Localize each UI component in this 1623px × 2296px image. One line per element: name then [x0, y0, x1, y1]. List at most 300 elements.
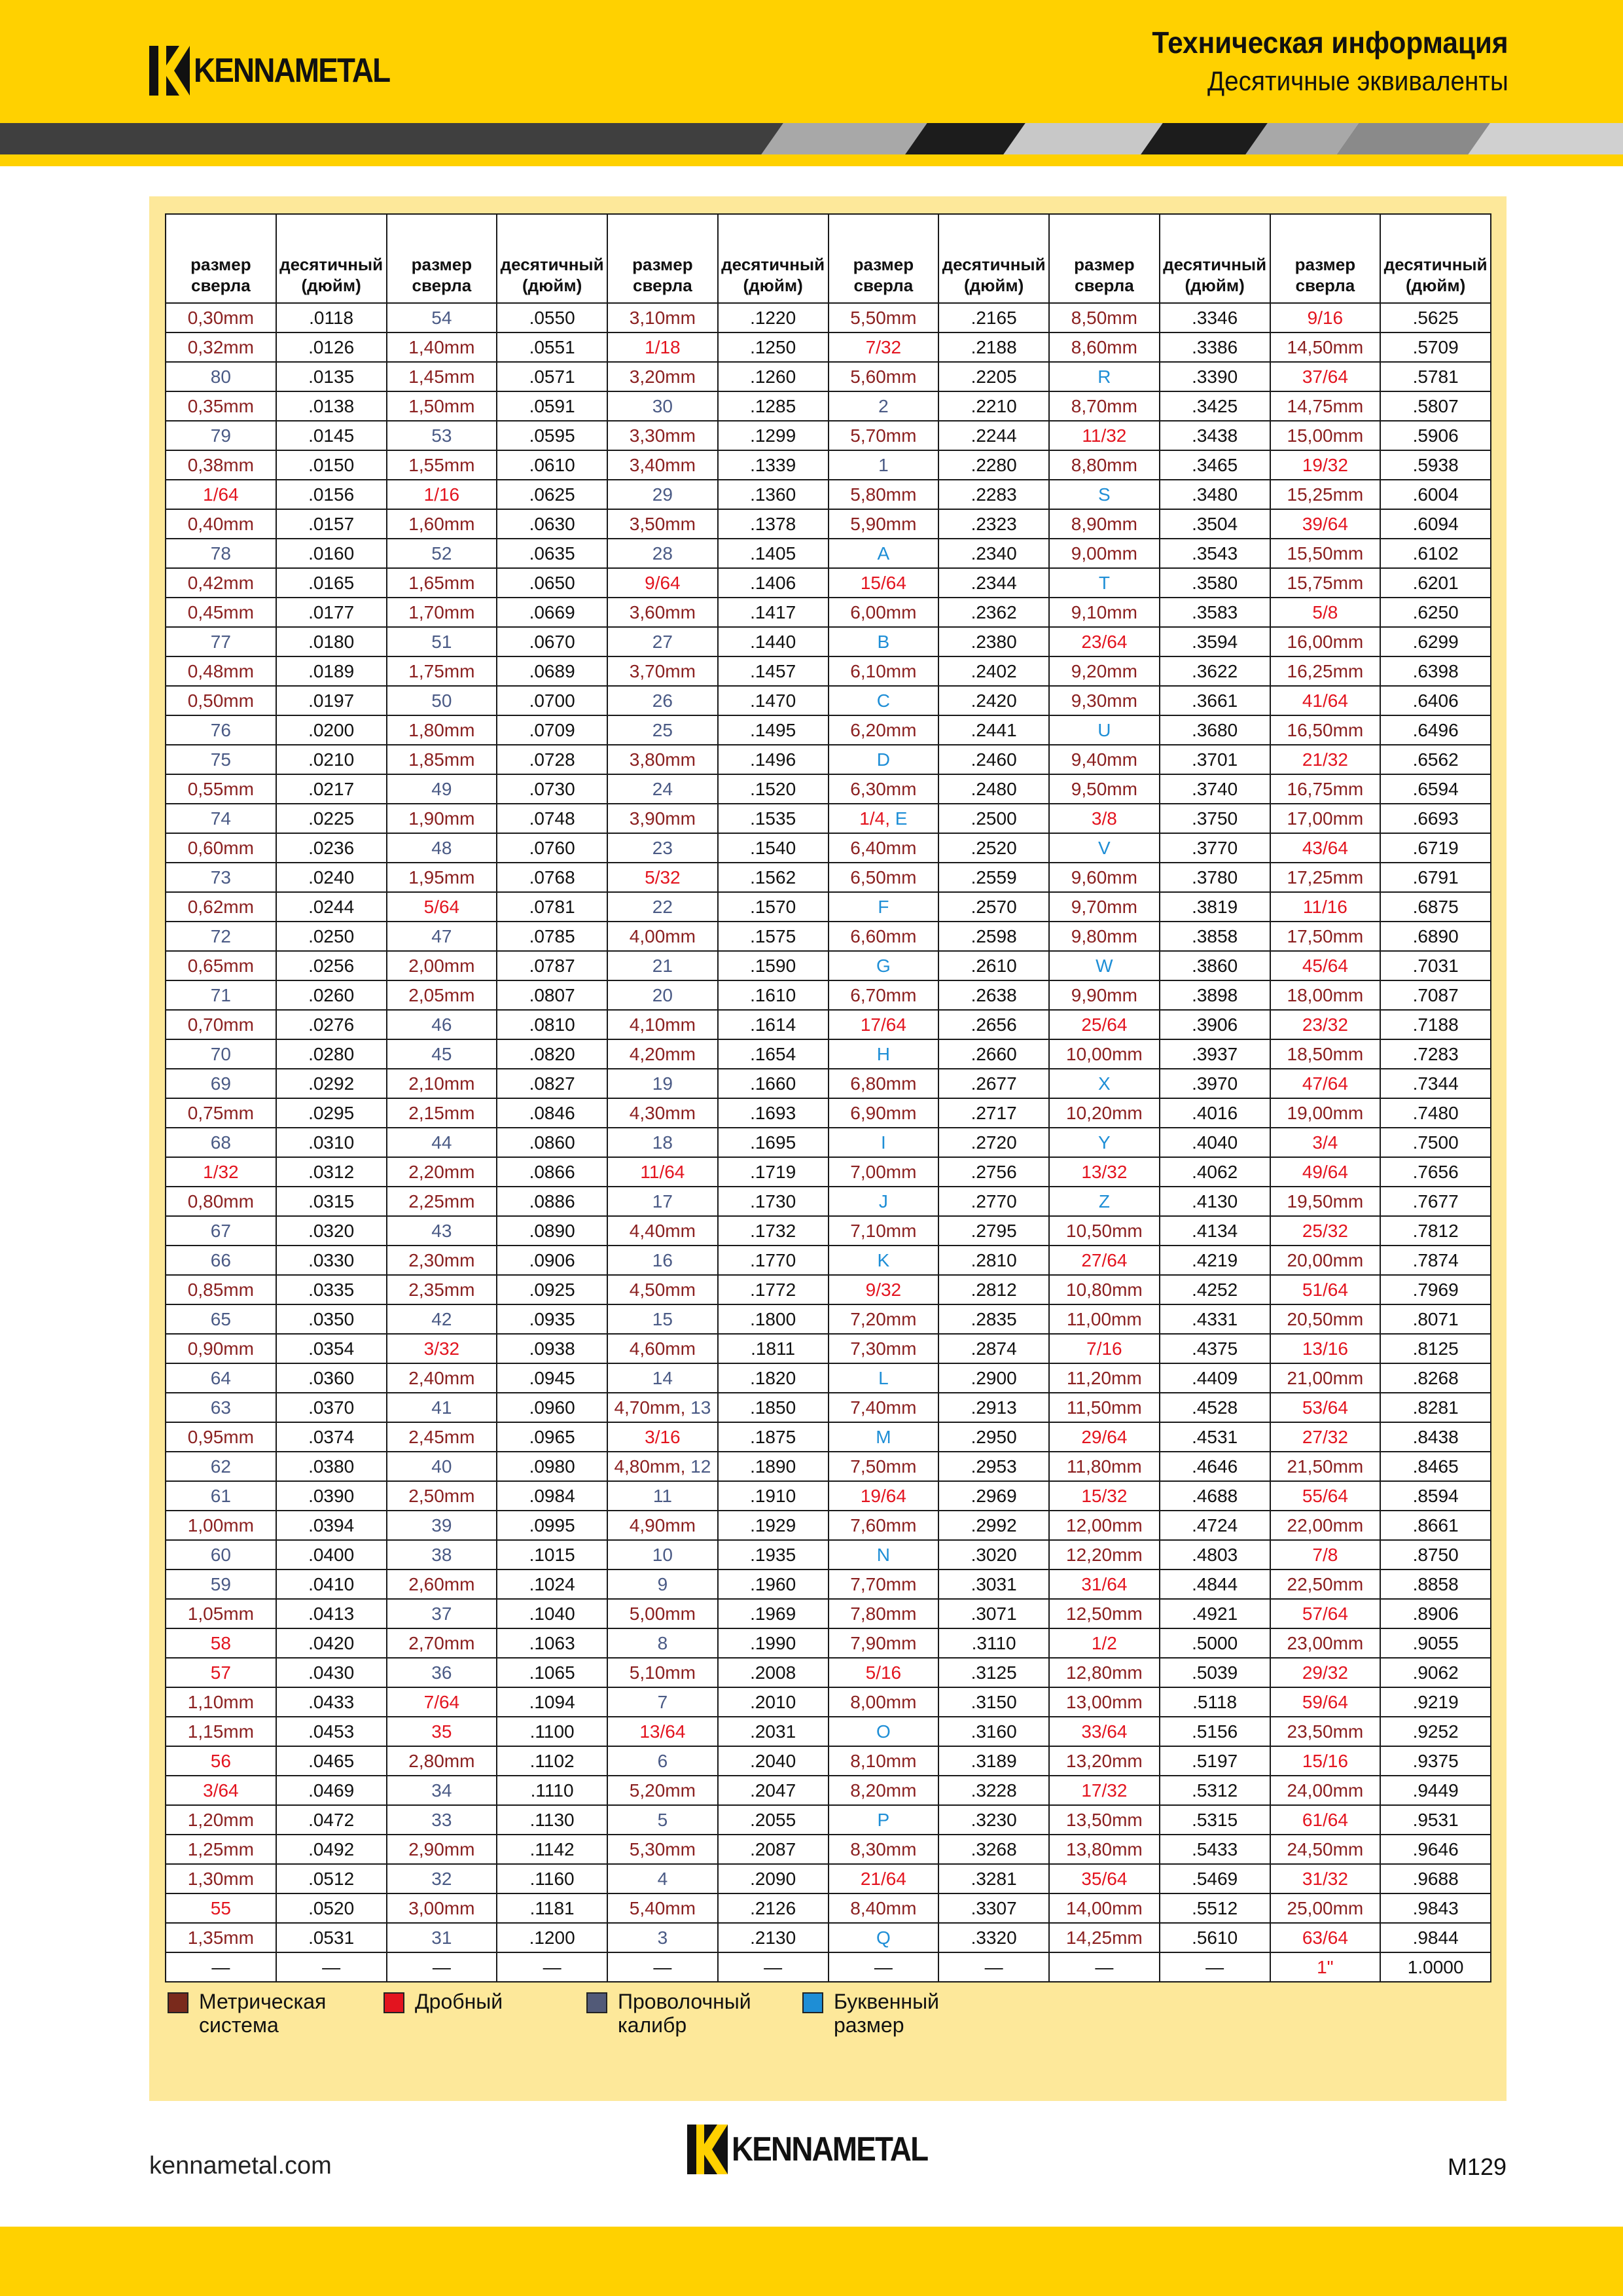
decimal-inch-cell: .3160 — [938, 1717, 1049, 1746]
decimal-inch-cell: .5312 — [1160, 1776, 1270, 1805]
decimal-inch-cell: .3031 — [938, 1570, 1049, 1599]
drill-size-cell: 1,70mm — [387, 598, 497, 627]
drill-size-cell: 5/16 — [829, 1658, 939, 1687]
decimal-inch-cell: .8661 — [1380, 1511, 1491, 1540]
decimal-inch-cell: .3622 — [1160, 656, 1270, 686]
table-row — [166, 656, 1491, 686]
table-row — [166, 1893, 1491, 1923]
column-header: десятичный (дюйм) — [718, 214, 829, 303]
drill-size-cell: 1,30mm — [166, 1864, 276, 1893]
drill-size-cell: 30 — [607, 391, 718, 421]
legend-item-gauge — [586, 1990, 776, 2037]
column-header: размер сверла — [829, 214, 939, 303]
decimal-inch-cell: .3906 — [1160, 1010, 1270, 1039]
decimal-inch-cell: .0156 — [276, 480, 387, 509]
decimal-inch-cell: .0748 — [497, 804, 607, 833]
drill-size-cell: 4,00mm — [607, 922, 718, 951]
decimal-inch-cell: .0980 — [497, 1452, 607, 1481]
drill-size-cell: 7,70mm — [829, 1570, 939, 1599]
decimal-inch-cell: .0330 — [276, 1246, 387, 1275]
decimal-inch-cell: .0189 — [276, 656, 387, 686]
drill-size-cell: 5,30mm — [607, 1835, 718, 1864]
drill-size-cell: 15/32 — [1049, 1481, 1160, 1511]
drill-size-cell: 3,50mm — [607, 509, 718, 539]
drill-size-cell: 61/64 — [1270, 1805, 1381, 1835]
decimal-inch-cell: .0984 — [497, 1481, 607, 1511]
decimal-inch-cell: .2520 — [938, 833, 1049, 863]
drill-size-cell: 6,40mm — [829, 833, 939, 863]
drill-size-cell: M — [829, 1422, 939, 1452]
decimal-inch-cell: .1935 — [718, 1540, 829, 1570]
decimal-inch-cell: .7677 — [1380, 1187, 1491, 1216]
drill-size-cell: 1/64 — [166, 480, 276, 509]
decimal-inch-cell: .1496 — [718, 745, 829, 774]
drill-size-cell: 7,10mm — [829, 1216, 939, 1246]
decimal-inch-cell: .1024 — [497, 1570, 607, 1599]
decimal-inch-cell: .0165 — [276, 568, 387, 598]
decimal-inch-cell: .2717 — [938, 1098, 1049, 1128]
decimal-inch-cell: .3580 — [1160, 568, 1270, 598]
drill-size-cell: 5,60mm — [829, 362, 939, 391]
decimal-inch-cell: .2031 — [718, 1717, 829, 1746]
drill-size-cell: 1,85mm — [387, 745, 497, 774]
drill-size-cell: 7/8 — [1270, 1540, 1381, 1570]
decimal-inch-cell: .6004 — [1380, 480, 1491, 509]
column-header: размер сверла — [387, 214, 497, 303]
footer-logo — [687, 2125, 954, 2174]
drill-size-cell: 41 — [387, 1393, 497, 1422]
decimal-inch-cell: .0728 — [497, 745, 607, 774]
color-legend — [168, 1990, 965, 2037]
footer-band — [0, 2227, 1623, 2296]
drill-size-cell: L — [829, 1363, 939, 1393]
decimal-inch-cell: .2280 — [938, 450, 1049, 480]
decimal-inch-cell: .0866 — [497, 1157, 607, 1187]
drill-size-cell: 6,80mm — [829, 1069, 939, 1098]
drill-size-cell: 25 — [607, 715, 718, 745]
drill-size-cell: 8,90mm — [1049, 509, 1160, 539]
decimal-inch-cell: .3819 — [1160, 892, 1270, 922]
decimal-inch-cell: .9531 — [1380, 1805, 1491, 1835]
decimal-inch-cell: .1820 — [718, 1363, 829, 1393]
decimal-inch-cell: .5807 — [1380, 391, 1491, 421]
decimal-inch-cell: .3386 — [1160, 332, 1270, 362]
drill-size-cell: 1,55mm — [387, 450, 497, 480]
table-row — [166, 892, 1491, 922]
drill-size-cell: 2,50mm — [387, 1481, 497, 1511]
table-row — [166, 922, 1491, 951]
decimal-inch-cell: .4409 — [1160, 1363, 1270, 1393]
drill-size-cell: 5,20mm — [607, 1776, 718, 1805]
decimal-inch-cell: .7656 — [1380, 1157, 1491, 1187]
drill-size-cell: 15,25mm — [1270, 480, 1381, 509]
column-header: десятичный (дюйм) — [1160, 214, 1270, 303]
decimal-inch-cell: .2720 — [938, 1128, 1049, 1157]
decimal-inch-cell: .1890 — [718, 1452, 829, 1481]
decimal-inch-cell: .5156 — [1160, 1717, 1270, 1746]
drill-size-cell: 1,15mm — [166, 1717, 276, 1746]
drill-size-cell: 9,40mm — [1049, 745, 1160, 774]
decimal-inch-cell: .9844 — [1380, 1923, 1491, 1952]
decimal-inch-cell: .2344 — [938, 568, 1049, 598]
decimal-inch-cell: .0244 — [276, 892, 387, 922]
drill-size-cell: 72 — [166, 922, 276, 951]
decimal-inch-cell: .5315 — [1160, 1805, 1270, 1835]
drill-size-cell: 27/64 — [1049, 1246, 1160, 1275]
drill-size-cell: 47 — [387, 922, 497, 951]
drill-size-cell: 16 — [607, 1246, 718, 1275]
drill-size-cell: 1/32 — [166, 1157, 276, 1187]
drill-size-cell: 2,25mm — [387, 1187, 497, 1216]
drill-size-cell: 65 — [166, 1304, 276, 1334]
drill-size-cell: 17,50mm — [1270, 922, 1381, 951]
drill-size-cell: 7,40mm — [829, 1393, 939, 1422]
footer-url[interactable]: kennametal.com — [149, 2152, 332, 2179]
decimal-inch-cell: .0595 — [497, 421, 607, 450]
drill-size-cell: 19/64 — [829, 1481, 939, 1511]
drill-size-cell: 52 — [387, 539, 497, 568]
decimal-inch-cell: .3150 — [938, 1687, 1049, 1717]
drill-size-cell: J — [829, 1187, 939, 1216]
drill-size-cell: 15,50mm — [1270, 539, 1381, 568]
decimal-inch-cell: .6496 — [1380, 715, 1491, 745]
decimal-inch-cell: .1654 — [718, 1039, 829, 1069]
drill-size-cell: 1" — [1270, 1952, 1381, 1982]
table-row — [166, 480, 1491, 509]
decimal-inch-cell: .1440 — [718, 627, 829, 656]
decimal-inch-cell: .0310 — [276, 1128, 387, 1157]
table-row — [166, 1746, 1491, 1776]
decimal-inch-cell: .1520 — [718, 774, 829, 804]
decimal-inch-cell: .0669 — [497, 598, 607, 627]
decimal-inch-cell: .0236 — [276, 833, 387, 863]
decimal-inch-cell: .2008 — [718, 1658, 829, 1687]
decimal-inch-cell: .4252 — [1160, 1275, 1270, 1304]
decimal-inch-cell: .4134 — [1160, 1216, 1270, 1246]
table-row — [166, 391, 1491, 421]
decimal-inch-cell: .4016 — [1160, 1098, 1270, 1128]
table-row — [166, 1452, 1491, 1481]
table-row — [166, 1540, 1491, 1570]
drill-size-cell: 21,00mm — [1270, 1363, 1381, 1393]
drill-size-cell: T — [1049, 568, 1160, 598]
drill-size-cell: 22,00mm — [1270, 1511, 1381, 1540]
drill-size-cell: 10,80mm — [1049, 1275, 1160, 1304]
drill-size-cell: 1,05mm — [166, 1599, 276, 1628]
drill-size-cell: U — [1049, 715, 1160, 745]
decimal-inch-cell: .0807 — [497, 980, 607, 1010]
decimal-inch-cell: .0465 — [276, 1746, 387, 1776]
decimal-inch-cell: .3701 — [1160, 745, 1270, 774]
drill-size-cell: 6,90mm — [829, 1098, 939, 1128]
decimal-inch-cell: .1990 — [718, 1628, 829, 1658]
drill-size-cell: 1/16 — [387, 480, 497, 509]
drill-size-cell: 9,20mm — [1049, 656, 1160, 686]
decimal-inch-cell: .0138 — [276, 391, 387, 421]
decimal-inch-cell: .1406 — [718, 568, 829, 598]
decimal-inch-cell: .0280 — [276, 1039, 387, 1069]
drill-size-cell: 58 — [166, 1628, 276, 1658]
drill-size-cell: 41/64 — [1270, 686, 1381, 715]
drill-size-cell: 2,05mm — [387, 980, 497, 1010]
decimal-inch-cell: .2500 — [938, 804, 1049, 833]
decimal-inch-cell: .3594 — [1160, 627, 1270, 656]
table-row — [166, 1687, 1491, 1717]
drill-size-cell: 4,20mm — [607, 1039, 718, 1069]
decimal-inch-cell: .6406 — [1380, 686, 1491, 715]
drill-size-cell: 9,30mm — [1049, 686, 1160, 715]
decimal-inch-cell: .1590 — [718, 951, 829, 980]
decimal-inch-cell: .0709 — [497, 715, 607, 745]
drill-size-cell: P — [829, 1805, 939, 1835]
decimal-inch-cell: .5512 — [1160, 1893, 1270, 1923]
decimal-inch-cell: .8594 — [1380, 1481, 1491, 1511]
decimal-inch-cell: .1160 — [497, 1864, 607, 1893]
legend-label: Буквенный размер — [834, 1990, 939, 2037]
decimal-inch-cell: .4331 — [1160, 1304, 1270, 1334]
table-row — [166, 1334, 1491, 1363]
decimal-inch-cell: .1575 — [718, 922, 829, 951]
decimal-inch-cell: .7344 — [1380, 1069, 1491, 1098]
table-row — [166, 509, 1491, 539]
decimal-inch-cell: .0420 — [276, 1628, 387, 1658]
drill-size-cell: 36 — [387, 1658, 497, 1687]
drill-size-cell: K — [829, 1246, 939, 1275]
drill-size-cell: 2 — [829, 391, 939, 421]
decimal-inch-cell: .6875 — [1380, 892, 1491, 922]
drill-size-cell: 0,48mm — [166, 656, 276, 686]
legend-item-fraction — [383, 1990, 560, 2037]
drill-size-cell: 7,50mm — [829, 1452, 939, 1481]
decimal-inch-cell: .0197 — [276, 686, 387, 715]
drill-size-cell: F — [829, 892, 939, 922]
drill-size-cell: 70 — [166, 1039, 276, 1069]
drill-size-cell: 19,00mm — [1270, 1098, 1381, 1128]
drill-size-cell: 46 — [387, 1010, 497, 1039]
decimal-inch-cell: .3543 — [1160, 539, 1270, 568]
drill-size-cell: Y — [1049, 1128, 1160, 1157]
table-row — [166, 804, 1491, 833]
page-number: M129 — [1447, 2153, 1507, 2180]
header-sub-band — [0, 154, 1623, 166]
drill-size-cell: 73 — [166, 863, 276, 892]
drill-size-cell: 57 — [166, 1658, 276, 1687]
decimal-inch-cell: .2010 — [718, 1687, 829, 1717]
legend-item-metric — [168, 1990, 357, 2037]
decimal-inch-cell: .1562 — [718, 863, 829, 892]
drill-size-cell: 0,85mm — [166, 1275, 276, 1304]
drill-size-cell: 3/32 — [387, 1334, 497, 1363]
drill-size-cell: 27 — [607, 627, 718, 656]
decimal-inch-cell: .2992 — [938, 1511, 1049, 1540]
drill-size-cell: 74 — [166, 804, 276, 833]
drill-size-cell: 51/64 — [1270, 1275, 1381, 1304]
table-row — [166, 1511, 1491, 1540]
decimal-inch-cell: .2953 — [938, 1452, 1049, 1481]
decimal-inch-cell: .2130 — [718, 1923, 829, 1952]
drill-size-cell: 15/16 — [1270, 1746, 1381, 1776]
column-header: размер сверла — [166, 214, 276, 303]
drill-size-cell: 1,50mm — [387, 391, 497, 421]
decimal-inch-cell: .5610 — [1160, 1923, 1270, 1952]
drill-size-cell: 15 — [607, 1304, 718, 1334]
table-row — [166, 1835, 1491, 1864]
decimal-inch-cell: .1065 — [497, 1658, 607, 1687]
table-row — [166, 568, 1491, 598]
decimal-inch-cell: .1969 — [718, 1599, 829, 1628]
decimal-inch-cell: .5197 — [1160, 1746, 1270, 1776]
decimal-inch-cell: .2205 — [938, 362, 1049, 391]
decimal-inch-cell: .8438 — [1380, 1422, 1491, 1452]
drill-size-cell: 23 — [607, 833, 718, 863]
drill-size-cell: 5,70mm — [829, 421, 939, 450]
drill-size-cell: 2,80mm — [387, 1746, 497, 1776]
drill-size-cell: 29/64 — [1049, 1422, 1160, 1452]
decimal-inch-cell: .0126 — [276, 332, 387, 362]
drill-size-cell: 18,00mm — [1270, 980, 1381, 1010]
drill-size-cell: 8,40mm — [829, 1893, 939, 1923]
decimal-inch-cell: .2660 — [938, 1039, 1049, 1069]
drill-size-cell: 0,75mm — [166, 1098, 276, 1128]
decimal-inch-cell: .1610 — [718, 980, 829, 1010]
decimal-inch-cell: .0906 — [497, 1246, 607, 1275]
drill-size-cell: 5,90mm — [829, 509, 939, 539]
decimal-inch-cell: .0591 — [497, 391, 607, 421]
drill-size-cell: 1,25mm — [166, 1835, 276, 1864]
drill-size-cell: 0,32mm — [166, 332, 276, 362]
drill-size-cell: 24,00mm — [1270, 1776, 1381, 1805]
decimal-inch-cell: .1405 — [718, 539, 829, 568]
decimal-inch-cell: .1457 — [718, 656, 829, 686]
table-body — [166, 303, 1491, 1982]
drill-size-cell: 1,65mm — [387, 568, 497, 598]
drill-size-cell: 19,50mm — [1270, 1187, 1381, 1216]
drill-size-cell: 8,80mm — [1049, 450, 1160, 480]
decimal-inch-cell: .3770 — [1160, 833, 1270, 863]
drill-size-cell: 43 — [387, 1216, 497, 1246]
drill-size-cell: 29 — [607, 480, 718, 509]
drill-size-cell: 69 — [166, 1069, 276, 1098]
decimal-inch-cell: .8750 — [1380, 1540, 1491, 1570]
drill-size-cell: 18,50mm — [1270, 1039, 1381, 1069]
drill-size-cell: 1,95mm — [387, 863, 497, 892]
table-row — [166, 362, 1491, 391]
drill-size-cell: 10,50mm — [1049, 1216, 1160, 1246]
decimal-inch-cell: .9062 — [1380, 1658, 1491, 1687]
drill-size-cell: 10,00mm — [1049, 1039, 1160, 1069]
drill-size-cell: 24,50mm — [1270, 1835, 1381, 1864]
decimal-inch-cell: .2055 — [718, 1805, 829, 1835]
decimal-inch-cell: .2950 — [938, 1422, 1049, 1452]
decimal-inch-cell: .8906 — [1380, 1599, 1491, 1628]
drill-size-cell: 8,20mm — [829, 1776, 939, 1805]
decimal-inch-cell: .9375 — [1380, 1746, 1491, 1776]
decimal-inch-cell: .4375 — [1160, 1334, 1270, 1363]
decimal-inch-cell: .3504 — [1160, 509, 1270, 539]
drill-size-cell: 1,80mm — [387, 715, 497, 745]
drill-size-cell: 14,00mm — [1049, 1893, 1160, 1923]
drill-size-cell: 5/8 — [1270, 598, 1381, 627]
decimal-inch-cell: .0995 — [497, 1511, 607, 1540]
decimal-inch-cell: .3937 — [1160, 1039, 1270, 1069]
drill-size-cell: 34 — [387, 1776, 497, 1805]
decimal-inch-cell: .3750 — [1160, 804, 1270, 833]
drill-size-cell: 1,10mm — [166, 1687, 276, 1717]
table-row — [166, 833, 1491, 863]
decimal-inch-cell: .3465 — [1160, 450, 1270, 480]
column-header: десятичный (дюйм) — [1380, 214, 1491, 303]
decimal-inch-cell: .0210 — [276, 745, 387, 774]
table-row — [166, 1805, 1491, 1835]
decimal-inch-cell: .2795 — [938, 1216, 1049, 1246]
decimal-inch-cell: .0472 — [276, 1805, 387, 1835]
decimal-inch-cell: .0335 — [276, 1275, 387, 1304]
drill-size-cell: 0,90mm — [166, 1334, 276, 1363]
drill-size-cell: 4,70mm, 13 — [607, 1393, 718, 1422]
legend-label: Дробный — [415, 1990, 503, 2013]
decimal-inch-cell: .0360 — [276, 1363, 387, 1393]
table-row — [166, 1246, 1491, 1275]
page-subtitle: Десятичные эквиваленты — [1207, 65, 1508, 96]
decimal-inch-cell: .7480 — [1380, 1098, 1491, 1128]
decimal-inch-cell: .0180 — [276, 627, 387, 656]
table-row — [166, 1304, 1491, 1334]
drill-size-cell: 53/64 — [1270, 1393, 1381, 1422]
drill-size-cell: 9,90mm — [1049, 980, 1160, 1010]
drill-size-cell: 8,60mm — [1049, 332, 1160, 362]
drill-size-cell: 45/64 — [1270, 951, 1381, 980]
drill-size-cell: 3,30mm — [607, 421, 718, 450]
drill-size-cell: 44 — [387, 1128, 497, 1157]
drill-size-cell: 17,25mm — [1270, 863, 1381, 892]
drill-size-cell: 17,00mm — [1270, 804, 1381, 833]
brand-wordmark: KENNAMETAL — [194, 52, 390, 90]
decimal-inch-cell: .2362 — [938, 598, 1049, 627]
decimal-inch-cell: .0520 — [276, 1893, 387, 1923]
drill-size-cell: 39/64 — [1270, 509, 1381, 539]
drill-size-cell: 5,40mm — [607, 1893, 718, 1923]
decimal-inch-cell: .2460 — [938, 745, 1049, 774]
decimal-inch-cell: .1110 — [497, 1776, 607, 1805]
decimal-inch-cell: .2087 — [718, 1835, 829, 1864]
table-row — [166, 1157, 1491, 1187]
decimal-inch-cell: — — [497, 1952, 607, 1982]
drill-size-cell: 16,25mm — [1270, 656, 1381, 686]
drill-size-cell: 11,00mm — [1049, 1304, 1160, 1334]
decimal-inch-cell: — — [276, 1952, 387, 1982]
decimal-inch-cell: .1339 — [718, 450, 829, 480]
drill-size-cell: 8,30mm — [829, 1835, 939, 1864]
decimal-inch-cell: .0177 — [276, 598, 387, 627]
decimal-inch-cell: .0295 — [276, 1098, 387, 1128]
drill-size-cell: 0,55mm — [166, 774, 276, 804]
decimal-inch-cell: .4040 — [1160, 1128, 1270, 1157]
drill-size-cell: Q — [829, 1923, 939, 1952]
drill-size-cell: 0,30mm — [166, 303, 276, 332]
drill-size-cell: 48 — [387, 833, 497, 863]
drill-size-cell: 9/32 — [829, 1275, 939, 1304]
decimal-inch-cell: .4688 — [1160, 1481, 1270, 1511]
drill-size-cell: 1/2 — [1049, 1628, 1160, 1658]
decimal-inch-cell: .3680 — [1160, 715, 1270, 745]
decimal-inch-cell: .0550 — [497, 303, 607, 332]
decimal-inch-cell: .3740 — [1160, 774, 1270, 804]
drill-size-cell: 18 — [607, 1128, 718, 1157]
decimal-inch-cell: .1614 — [718, 1010, 829, 1039]
drill-size-cell: 67 — [166, 1216, 276, 1246]
decimal-inch-cell: 1.0000 — [1380, 1952, 1491, 1982]
decimal-inch-cell: .0860 — [497, 1128, 607, 1157]
